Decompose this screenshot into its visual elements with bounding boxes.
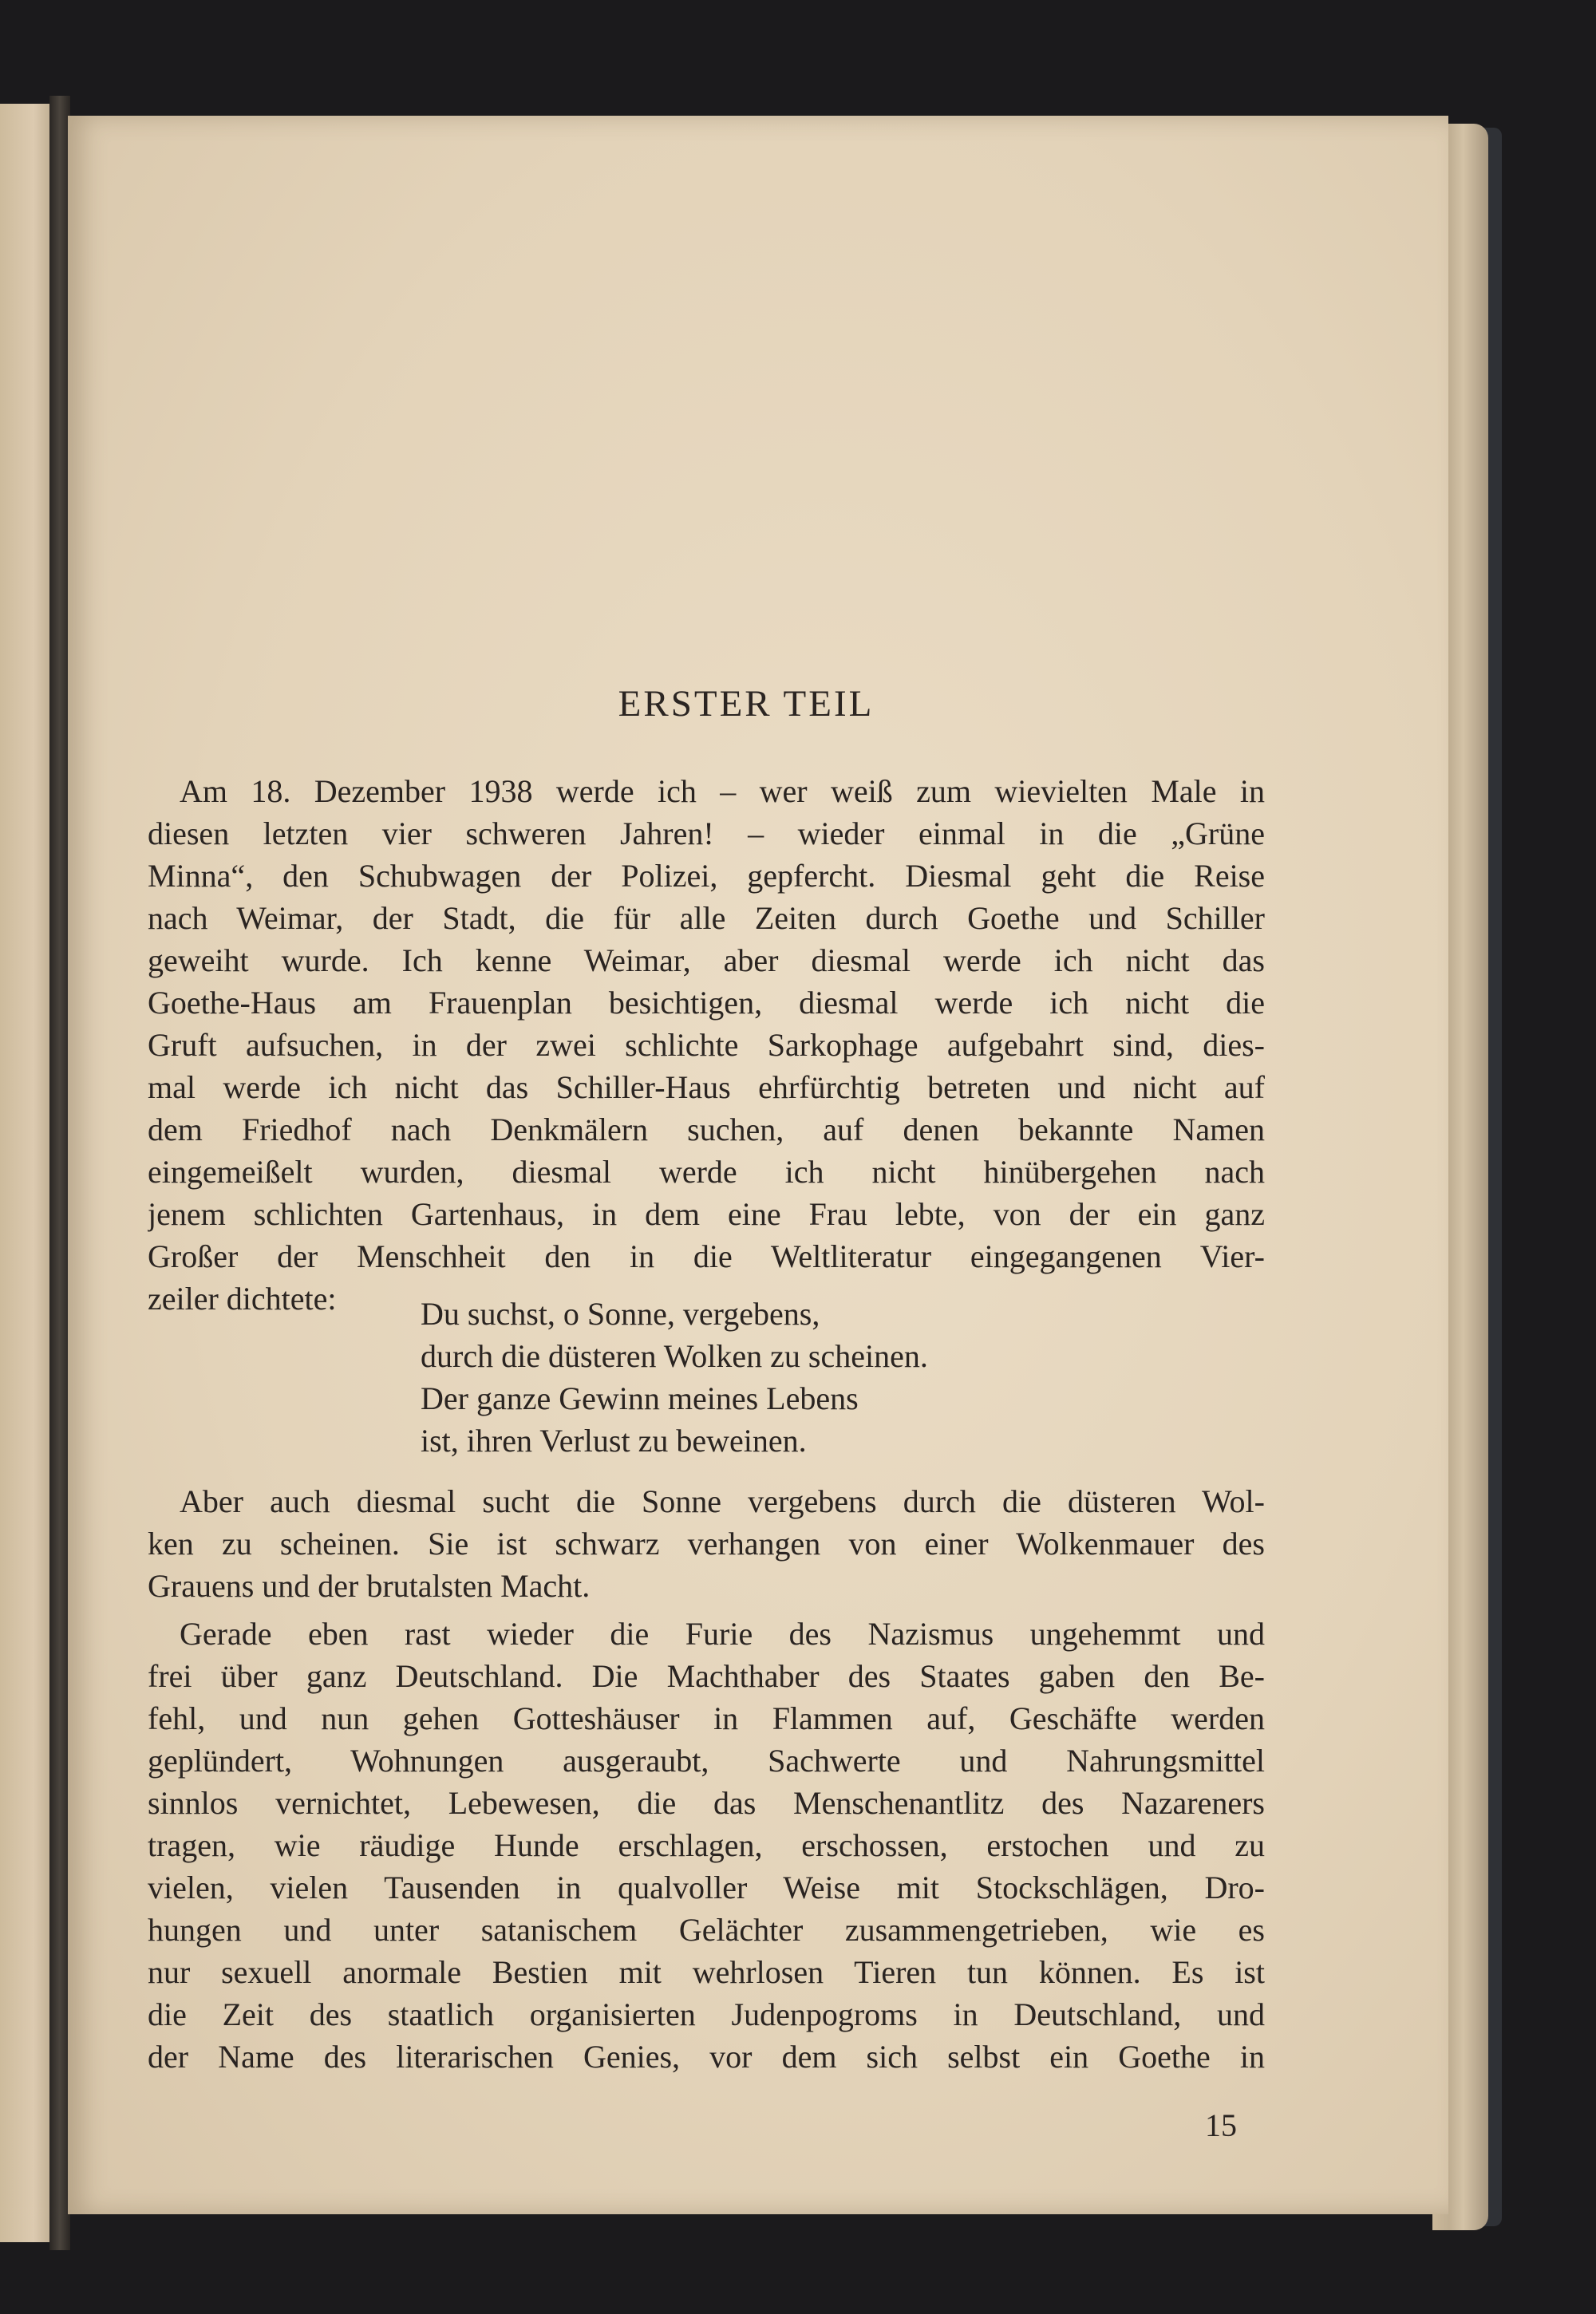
text-line: fehl, und nun gehen Gotteshäuser in Flammen auf, Geschäfte werden: [148, 1700, 1265, 1736]
text-line: mal werde ich nicht das Schiller-Haus ehrfürchtig betreten und nicht auf: [148, 1069, 1265, 1105]
text-line: eingemeißelt wurden, diesmal werde ich nicht hinübergehen nach: [148, 1154, 1265, 1190]
text-line: Goethe-Haus am Frauenplan besichtigen, diesmal werde ich nicht die: [148, 985, 1265, 1021]
text-line: frei über ganz Deutschland. Die Machthaber des Staates gaben den Be-: [148, 1658, 1265, 1694]
page-number: 15: [1205, 2107, 1237, 2143]
text-line: vielen, vielen Tausenden in qualvoller Weise mit Stockschlägen, Dro-: [148, 1870, 1265, 1905]
paragraph-3: [148, 1613, 1265, 2078]
text-line: ken zu scheinen. Sie ist schwarz verhangen von einer Wolkenmauer des: [148, 1526, 1265, 1562]
text-line: der Name des literarischen Genies, vor dem sich selbst ein Goethe in: [148, 2039, 1265, 2075]
left-facing-page: [0, 104, 56, 2242]
text-line: hungen und unter satanischem Gelächter zusammengetrieben, wie es: [148, 1912, 1265, 1948]
text-line: zeiler dichtete:: [148, 1281, 337, 1317]
text-line: jenem schlichten Gartenhaus, in dem eine Frau lebte, von der ein ganz: [148, 1196, 1265, 1232]
text-line: Gerade eben rast wieder die Furie des Nazismus ungehemmt und: [180, 1616, 1265, 1652]
text-line: geplündert, Wohnungen ausgeraubt, Sachwerte und Nahrungsmittel: [148, 1743, 1265, 1779]
text-line: sinnlos vernichtet, Lebewesen, die das Menschenantlitz des Nazareners: [148, 1785, 1265, 1821]
book-page: [68, 116, 1448, 2214]
poem-quote: [421, 1293, 928, 1462]
text-line: Grauens und der brutalsten Macht.: [148, 1568, 591, 1604]
text-line: die Zeit des staatlich organisierten Judenpogroms in Deutschland, und: [148, 1996, 1265, 2032]
paragraph-2: [148, 1480, 1265, 1607]
verse-line: durch die düsteren Wolken zu scheinen.: [421, 1338, 928, 1374]
text-line: nur sexuell anormale Bestien mit wehrlosen Tieren tun können. Es ist: [148, 1954, 1265, 1990]
text-line: Aber auch diesmal sucht die Sonne vergebens durch die düsteren Wol-: [180, 1483, 1265, 1519]
text-line: Großer der Menschheit den in die Weltliteratur eingegangenen Vier-: [148, 1238, 1265, 1274]
verse-line: Du suchst, o Sonne, vergebens,: [421, 1296, 820, 1332]
verse-line: ist, ihren Verlust zu beweinen.: [421, 1423, 807, 1459]
chapter-heading: ERSTER TEIL: [618, 683, 875, 725]
text-line: diesen letzten vier schweren Jahren! – wieder einmal in die „Grüne: [148, 815, 1265, 851]
verse-line: Der ganze Gewinn meines Lebens: [421, 1380, 859, 1416]
text-line: Minna“, den Schubwagen der Polizei, gepfercht. Diesmal geht die Reise: [148, 858, 1265, 894]
paragraph-1: [148, 770, 1265, 1320]
text-line: Am 18. Dezember 1938 werde ich – wer weiß zum wievielten Male in: [180, 773, 1265, 809]
text-line: tragen, wie räudige Hunde erschlagen, erschossen, erstochen und zu: [148, 1827, 1265, 1863]
text-line: dem Friedhof nach Denkmälern suchen, auf denen bekannte Namen: [148, 1112, 1265, 1147]
text-line: nach Weimar, der Stadt, die für alle Zeiten durch Goethe und Schiller: [148, 900, 1265, 936]
text-line: Gruft aufsuchen, in der zwei schlichte Sarkophage aufgebahrt sind, dies-: [148, 1027, 1265, 1063]
text-line: geweiht wurde. Ich kenne Weimar, aber diesmal werde ich nicht das: [148, 942, 1265, 978]
